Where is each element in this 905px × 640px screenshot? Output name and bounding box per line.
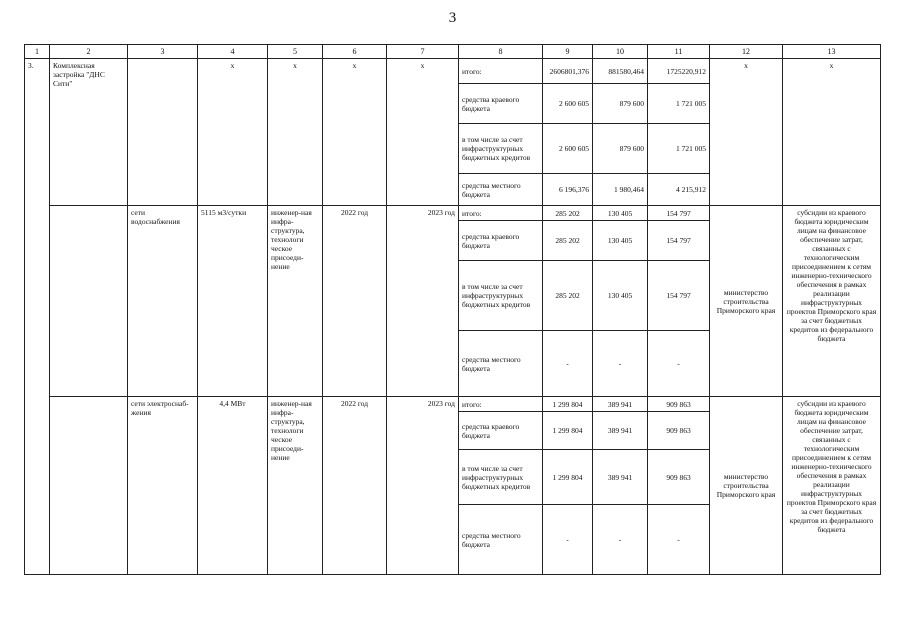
col-num: 12 (710, 45, 783, 59)
value-cell: - (648, 331, 710, 397)
object-type: инженер-ная инфра-структура, технологи ческое присоеди-нение (268, 397, 323, 575)
funding-note: субсидии из краевого бюджета юридическим лицам на финансовое обеспечение затрат, связанных с технологическим присоединением к сетям инженерно-технического обеспечения в рамках реализации инфраструктурных проектов Приморского края за счет бюджетных кредитов из федерального бюджета (783, 206, 881, 397)
col-num: 10 (593, 45, 648, 59)
cell-x: х (783, 59, 881, 206)
network-name: сети электроснаб-жения (128, 397, 198, 575)
value-cell: 881580,464 (593, 59, 648, 84)
col-num: 4 (198, 45, 268, 59)
responsible-ministry: министерство строительства Приморского края (710, 206, 783, 397)
col-num: 2 (50, 45, 128, 59)
subrow-label: средства местного бюджета (459, 505, 543, 575)
value-cell: 1 299 804 (543, 412, 593, 450)
subrow-label: итого: (459, 206, 543, 221)
value-cell: 909 863 (648, 450, 710, 505)
col-num: 8 (459, 45, 543, 59)
value-cell: 154 797 (648, 261, 710, 331)
subrow-label: средства краевого бюджета (459, 84, 543, 124)
value-cell: 1 980,464 (593, 174, 648, 206)
row-number: 3. (25, 59, 50, 575)
table-row (25, 206, 881, 221)
subrow-label: итого: (459, 397, 543, 412)
cell-empty (50, 206, 128, 397)
value-cell: 1 721 005 (648, 84, 710, 124)
col-num: 6 (323, 45, 387, 59)
col-num: 7 (387, 45, 459, 59)
subrow-label: средства местного бюджета (459, 174, 543, 206)
value-cell: 1725220,912 (648, 59, 710, 84)
value-cell: 389 941 (593, 412, 648, 450)
start-year: 2022 год (323, 397, 387, 575)
capacity: 5115 м3/сутки (198, 206, 268, 397)
column-number-row (25, 45, 881, 59)
subrow-label: в том числе за счет инфраструктурных бюджетных кредитов (459, 124, 543, 174)
value-cell: 879 600 (593, 84, 648, 124)
value-cell: 285 202 (543, 206, 593, 221)
value-cell: 285 202 (543, 261, 593, 331)
subrow-label: средства краевого бюджета (459, 221, 543, 261)
network-name: сети водоснабжения (128, 206, 198, 397)
cell-x: х (268, 59, 323, 206)
subrow-label: средства краевого бюджета (459, 412, 543, 450)
value-cell: 389 941 (593, 450, 648, 505)
cell-empty (128, 59, 198, 206)
col-num: 3 (128, 45, 198, 59)
col-num: 11 (648, 45, 710, 59)
col-num: 9 (543, 45, 593, 59)
col-num: 1 (25, 45, 50, 59)
subrow-label: в том числе за счет инфраструктурных бюджетных кредитов (459, 261, 543, 331)
budget-table (24, 44, 881, 575)
value-cell: 2606801,376 (543, 59, 593, 84)
capacity: 4,4 МВт (198, 397, 268, 575)
start-year: 2022 год (323, 206, 387, 397)
end-year: 2023 год (387, 206, 459, 397)
value-cell: 154 797 (648, 221, 710, 261)
value-cell: 130 405 (593, 261, 648, 331)
cell-x: х (323, 59, 387, 206)
value-cell: 6 196,376 (543, 174, 593, 206)
value-cell: 4 215,912 (648, 174, 710, 206)
cell-x: х (387, 59, 459, 206)
page-number: 3 (448, 10, 457, 26)
value-cell: - (543, 331, 593, 397)
project-name: Комплексная застройка "ДНС Сити" (50, 59, 128, 206)
col-num: 5 (268, 45, 323, 59)
value-cell: - (543, 505, 593, 575)
value-cell: 879 600 (593, 124, 648, 174)
cell-empty (50, 397, 128, 575)
value-cell: - (593, 505, 648, 575)
value-cell: 285 202 (543, 221, 593, 261)
value-cell: 1 721 005 (648, 124, 710, 174)
value-cell: 389 941 (593, 397, 648, 412)
value-cell: 1 299 804 (543, 450, 593, 505)
end-year: 2023 год (387, 397, 459, 575)
subrow-label: в том числе за счет инфраструктурных бюджетных кредитов (459, 450, 543, 505)
subrow-label: итого: (459, 59, 543, 84)
object-type: инженер-ная инфра-структура, технологи ческое присоеди-нение (268, 206, 323, 397)
cell-x: х (198, 59, 268, 206)
funding-note: субсидии из краевого бюджета юридическим лицам на финансовое обеспечение затрат, связанных с технологическим присоединением к сетям инженерно-технического обеспечения в рамках реализации инфраструктурных проектов Приморского края за счет бюджетных кредитов из федерального бюджета (783, 397, 881, 575)
table-row (25, 397, 881, 412)
value-cell: - (648, 505, 710, 575)
col-num: 13 (783, 45, 881, 59)
cell-x: х (710, 59, 783, 206)
table-row (25, 59, 881, 84)
value-cell: 130 405 (593, 206, 648, 221)
value-cell: 154 797 (648, 206, 710, 221)
value-cell: 1 299 804 (543, 397, 593, 412)
value-cell: 2 600 605 (543, 84, 593, 124)
value-cell: 909 863 (648, 397, 710, 412)
value-cell: 909 863 (648, 412, 710, 450)
responsible-ministry: министерство строительства Приморского края (710, 397, 783, 575)
value-cell: 2 600 605 (543, 124, 593, 174)
value-cell: - (593, 331, 648, 397)
subrow-label: средства местного бюджета (459, 331, 543, 397)
value-cell: 130 405 (593, 221, 648, 261)
